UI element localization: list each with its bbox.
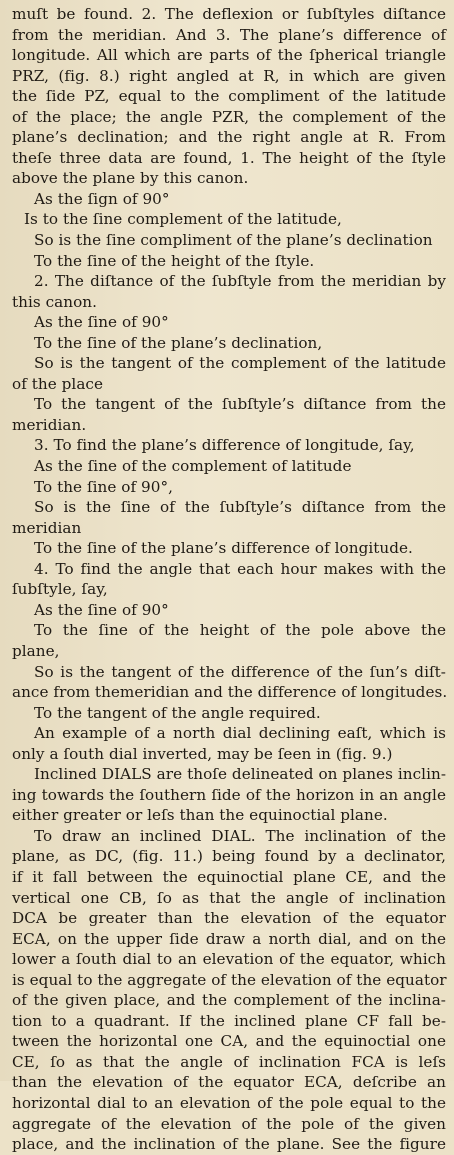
text-line: place, and the inclination of the plane. See the figure	[12, 1135, 446, 1154]
text-line: of the given place, and the complement of the inclina-	[12, 991, 446, 1010]
text-line: Inclined DIALS are thoſe delineated on planes inclin-	[34, 765, 446, 784]
text-line: To the ſine of the height of the ſtyle.	[34, 251, 315, 270]
text-line: ance from themeridian and the difference of longitudes.	[12, 683, 448, 702]
text-line: 3. To find the plane’s difference of longitude, ſay,	[34, 436, 415, 455]
text-column	[12, 4, 446, 1155]
text-line: vertical one CB, ſo as that the angle of inclination	[12, 888, 446, 907]
text-line: plane,	[12, 641, 60, 660]
text-line: of the place; the angle PZR, the complement of the	[12, 107, 446, 126]
text-line: meridian.	[12, 415, 87, 434]
text-line: To the ſine of 90°,	[34, 477, 173, 496]
text-line: An example of a north dial declining eaſt, which is	[34, 724, 446, 743]
text-line: To the ſine of the plane’s declination,	[34, 333, 323, 352]
text-line: plane, as DC, (fig. 11.) being found by a declinator,	[12, 847, 446, 866]
text-line: ECA, on the upper ſide draw a north dial, and on the	[12, 929, 446, 948]
text-line: muſt be found. 2. The deflexion or ſubſtyles diſtance	[12, 5, 446, 23]
text-line: tween the horizontal one CA, and the equinoctial one	[12, 1032, 446, 1051]
text-line: only a ſouth dial inverted, may be ſeen in (fig. 9.)	[12, 744, 393, 763]
text-line: theſe three data are found, 1. The height of the ſtyle	[12, 148, 446, 167]
text-line: ing towards the ſouthern ſide of the horizon in an angle	[12, 785, 446, 804]
text-line: if it fall between the equinoctial plane CE, and the	[12, 867, 446, 886]
text-line: To draw an inclined DIAL. The inclination of the	[34, 826, 446, 845]
text-line: is equal to the aggregate of the elevation of the equator	[12, 970, 447, 989]
text-line: As the ſign of 90°	[34, 189, 170, 208]
text-line: DCA be greater than the elevation of the equator	[12, 909, 446, 928]
text-line: horizontal dial to an elevation of the pole equal to the	[12, 1093, 446, 1112]
text-line: CE, ſo as that the angle of inclination FCA is leſs	[12, 1052, 446, 1071]
text-line: As the ſine of 90°	[34, 600, 169, 619]
text-line: aggregate of the elevation of the pole of the given	[12, 1114, 446, 1133]
text-line: plane’s declination; and the right angle at R. From	[12, 128, 446, 147]
text-line: To the ſine of the plane’s difference of longitude.	[34, 539, 413, 558]
text-line: As the ſine of the complement of latitude	[34, 457, 352, 476]
text-line: than the elevation of the equator ECA, deſcribe an	[12, 1073, 446, 1092]
text-line: lower a ſouth dial to an elevation of the equator, which	[12, 950, 446, 969]
text-line: As the ſine of 90°	[34, 313, 169, 332]
text-line: To the tangent of the angle required.	[34, 703, 321, 722]
text-line: from the meridian. And 3. The plane’s difference of	[12, 25, 446, 44]
text-line: 2. The diſtance of the ſubſtyle from the meridian by	[34, 272, 446, 291]
text-line: either greater or leſs than the equinoctial plane.	[12, 806, 388, 825]
text-line: To the tangent of the ſubſtyle’s diſtance from the	[34, 395, 446, 414]
text-line: above the plane by this canon.	[12, 169, 249, 188]
text-line: So is the ſine of the ſubſtyle’s diſtance from the	[34, 498, 446, 517]
text-line: To the ſine of the height of the pole above the	[34, 621, 446, 640]
text-line: So is the tangent of the complement of the latitude	[34, 354, 446, 373]
text-line: So is the ſine compliment of the plane’s declination	[34, 231, 433, 250]
text-line: 4. To find the angle that each hour makes with the	[34, 559, 446, 578]
text-line: Is to the ſine complement of the latitude,	[24, 210, 342, 229]
text-line: meridian	[12, 518, 82, 537]
text-line: PRZ, (fig. 8.) right angled at R, in which are given	[12, 66, 446, 85]
text-line: ſubſtyle, ſay,	[12, 580, 108, 599]
text-line: this canon.	[12, 292, 98, 311]
text-line: longitude. All which are parts of the ſpherical triangle	[12, 46, 446, 65]
text-line: of the place	[12, 374, 104, 393]
text-line: the ſide PZ, equal to the compliment of the latitude	[12, 87, 446, 106]
text-line: tion to a quadrant. If the inclined plane CF fall be-	[12, 1011, 446, 1030]
text-line: So is the tangent of the difference of the ſun’s diſt-	[34, 662, 446, 681]
